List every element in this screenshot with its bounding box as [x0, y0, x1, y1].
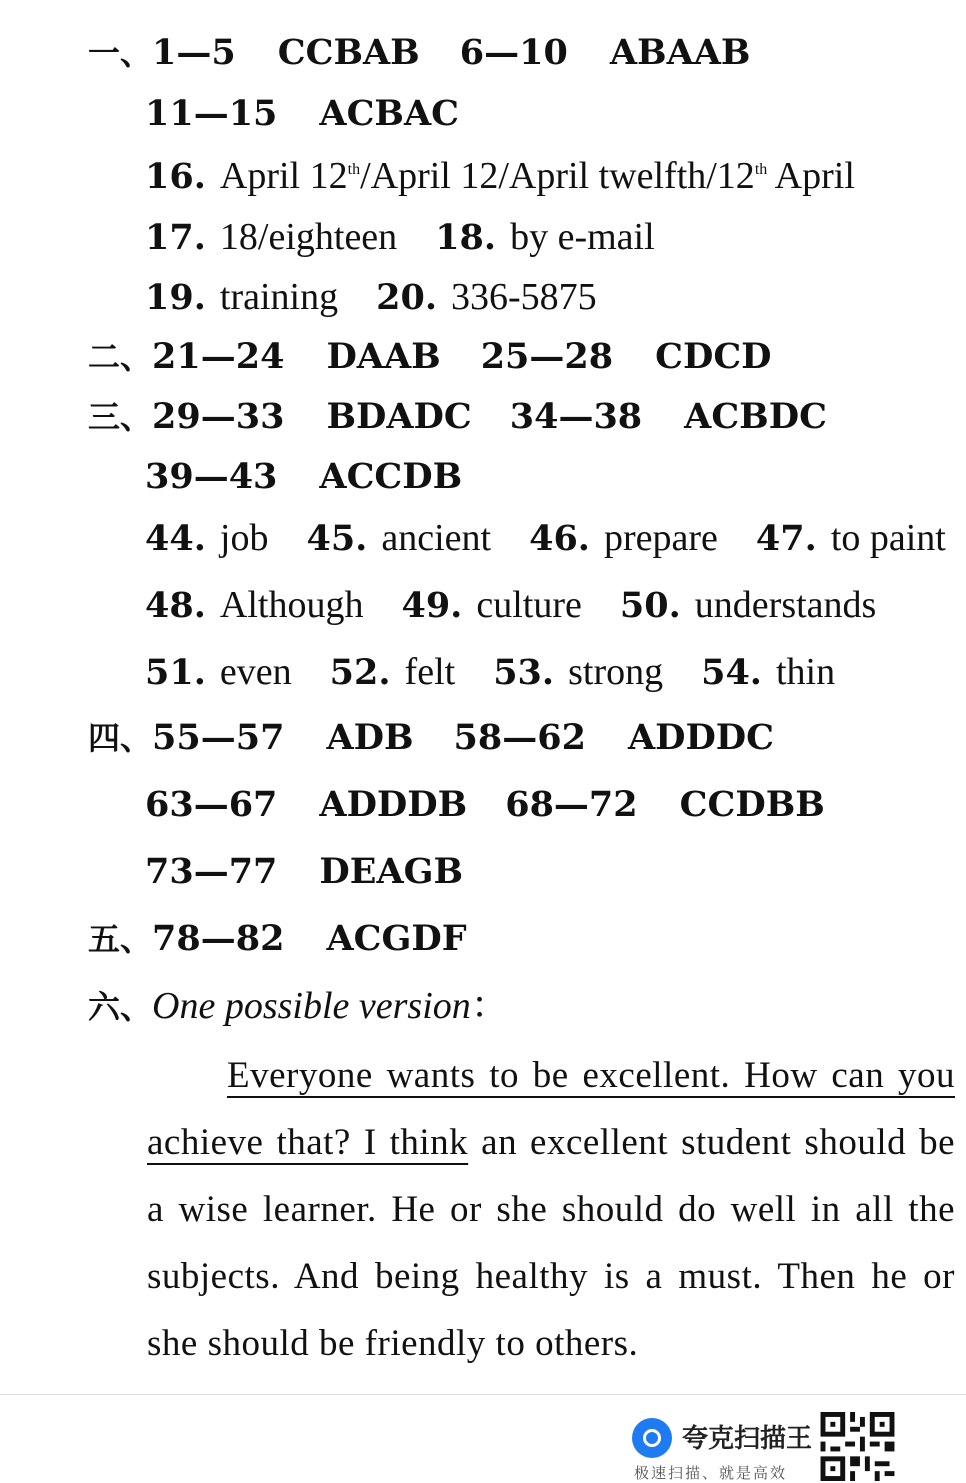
sample-essay: [147, 1042, 955, 1377]
section-marker: 三、: [88, 398, 153, 436]
footer-slogan: 极速扫描、就是高效: [634, 1464, 788, 1482]
section-marker: 五、: [88, 920, 153, 958]
footer-divider: [0, 1394, 966, 1395]
answer-row-11: 51. even 52. felt 53. strong 54. thin: [145, 651, 836, 693]
answer-row-12: 四、55—57 ADB 58—62 ADDDC: [88, 717, 775, 758]
answer-row-13: 63—67 ADDDB 68—72 CCDBB: [145, 784, 825, 825]
answer-row-4: 17. 18/eighteen 18. by e-mail: [145, 216, 655, 258]
essay-heading: 六、One possible version：: [88, 985, 509, 1027]
section-marker: 一、: [88, 34, 153, 72]
answer-row-7: 三、29—33 BDADC 34—38 ACBDC: [88, 396, 827, 437]
section-marker: 二、: [88, 338, 153, 376]
answer-row-6: 二、21—24 DAAB 25—28 CDCD: [88, 336, 772, 377]
answer-row-8: 39—43 ACCDB: [145, 456, 463, 497]
footer-brand: 夸克扫描王: [682, 1424, 813, 1454]
quark-logo-icon: [632, 1418, 672, 1458]
essay-body: an excellent student should be a wise learner. He or she should do well in all the subjects. And being healthy is a must. Then he or she should be friendly to others.: [147, 1122, 955, 1364]
essay-underlined-1: Everyone wants to be excellent. How can you: [227, 1055, 955, 1096]
answer-row-15: 五、78—82 ACGDF: [88, 918, 467, 959]
answer-row-2: 11—15 ACBAC: [145, 93, 460, 134]
answer-row-14: 73—77 DEAGB: [145, 851, 464, 892]
section-marker: 六、: [88, 988, 153, 1026]
answer-row-10: 48. Although 49. culture 50. understands: [145, 584, 877, 626]
answer-row-9: 44. job 45. ancient 46. prepare 47. to paint: [145, 517, 946, 559]
answer-row-3: 16. April 12th/April 12/April twelfth/12th April: [145, 155, 855, 197]
answer-row-1: 一、1—5 CCBAB 6—10 ABAAB: [88, 32, 751, 73]
essay-underlined-2: achieve that? I think: [147, 1122, 469, 1163]
answer-row-5: 19. training 20. 336-5875: [145, 276, 597, 318]
section-marker: 四、: [88, 719, 153, 757]
qr-code-icon: [820, 1412, 895, 1481]
